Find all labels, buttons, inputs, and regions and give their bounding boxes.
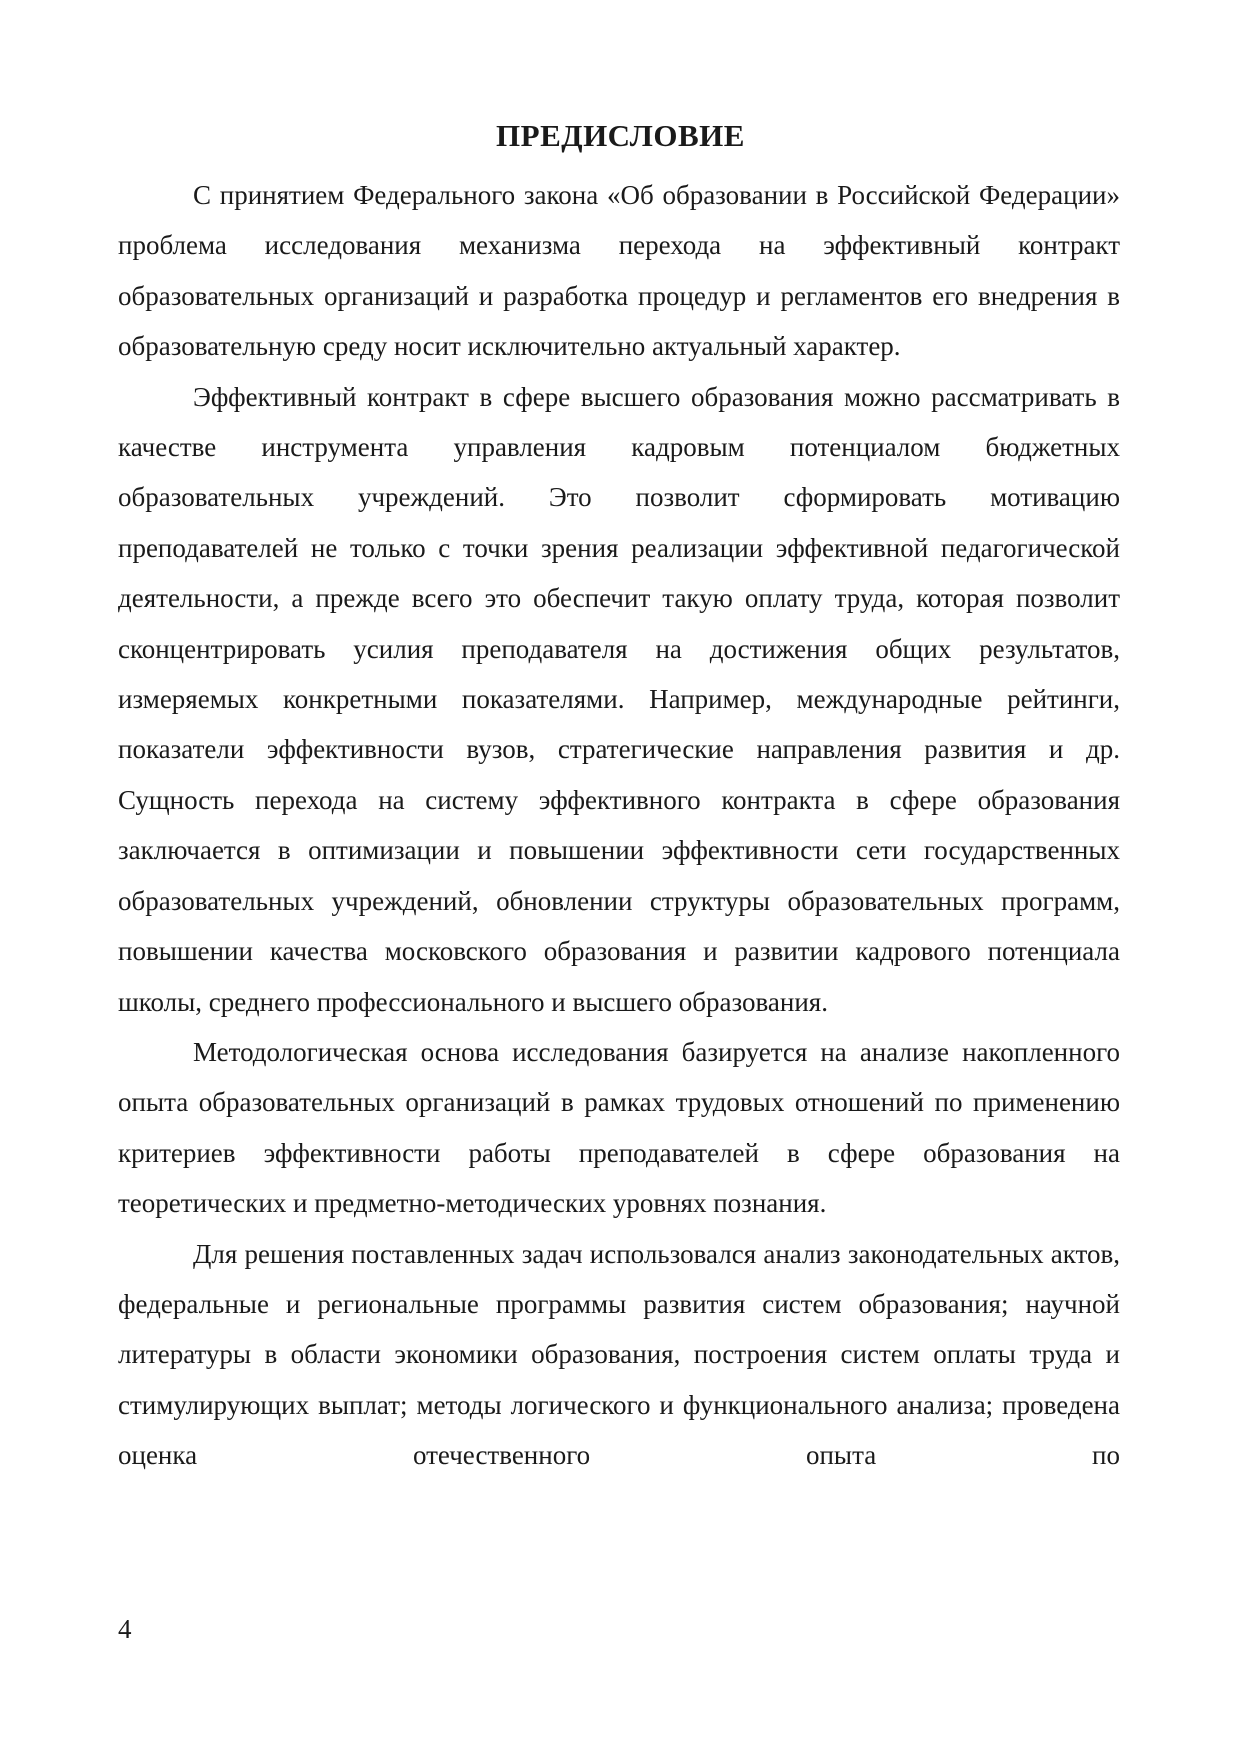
page-number: 4 xyxy=(118,1614,132,1644)
page-title: ПРЕДИСЛОВИЕ xyxy=(496,118,745,153)
paragraph-intro: С принятием Федерального закона «Об образовании в Российской Федерации» проблема исследования механизма перехода на эффективный контракт образовательных организаций и разработка процедур и регламентов его внедрения в образовательную среду носит исключительно актуальный характер. xyxy=(118,180,1120,362)
paragraph-methodology: Методологическая основа исследования базируется на анализе накопленного опыта образовательных организаций в рамках трудовых отношений по применению критериев эффективности работы преподавателей в сфере образования на теоретических и предметно-методических уровнях познания. xyxy=(118,1036,1120,1219)
paragraph-methods: Для решения поставленных задач использовался анализ законодательных актов, федеральные и региональные программы развития систем образования; научной литературы в области экономики образования, построения систем оплаты труда и стимулирующих выплат; методы логического и функционального анализа; проведена оценка отечественного опыта по xyxy=(118,1238,1120,1471)
paragraph-effective-contract: Эффективный контракт в сфере высшего образования можно рассматривать в качестве инструмента управления кадровым потенциалом бюджетных образовательных учреждений. Это позволит сформировать мотивацию преподавателей не только с точки зрения реализации эффективной педагогической деятельности, а прежде всего это обеспечит такую оплату труда, которая позволит сконцентрировать усилия преподавателя на достижения общих результатов, измеряемых конкретными показателями. Например, международные рейтинги, показатели эффективности вузов, стратегические направления развития и др. Сущность перехода на систему эффективного контракта в сфере образования заключается в оптимизации и повышении эффективности сети государственных образовательных учреждений, обновлении структуры образовательных программ, повышении качества московского образования и развитии кадрового потенциала школы, среднего профессионального и высшего образования. xyxy=(118,381,1120,1017)
document-body xyxy=(118,170,1120,1481)
